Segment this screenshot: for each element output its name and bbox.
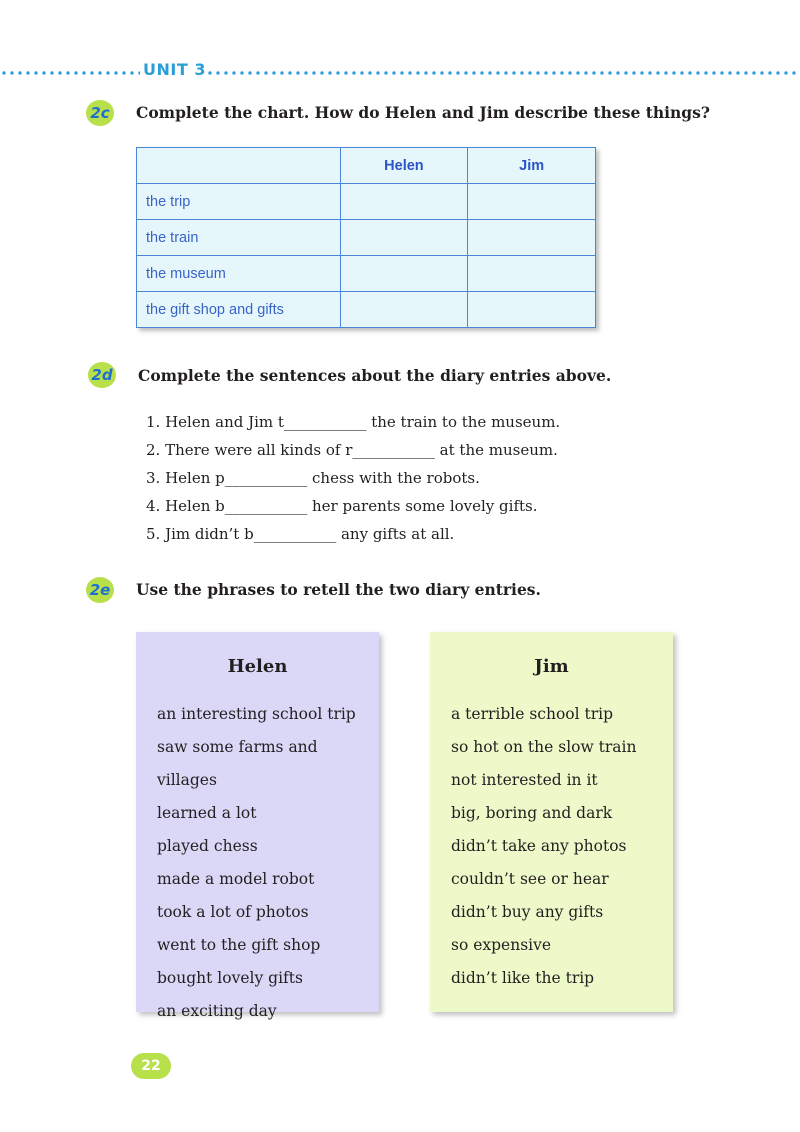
phrase-item: couldn’t see or hear	[451, 870, 609, 888]
chart-cell-helen[interactable]	[340, 184, 468, 220]
chart-row-label: the trip	[137, 184, 341, 220]
sentence-item: 2. There were all kinds of r___________ at the museum.	[146, 441, 558, 459]
helen-phrase-box	[136, 632, 379, 1020]
phrase-item: took a lot of photos	[157, 903, 309, 921]
phrase-item: went to the gift shop	[157, 936, 321, 954]
chart-cell-helen[interactable]	[340, 256, 468, 292]
chart-header-jim: Jim	[468, 148, 596, 184]
section-badge-2e: 2e	[86, 577, 114, 603]
phrase-item: didn’t like the trip	[451, 969, 595, 987]
chart-row-label: the train	[137, 220, 341, 256]
helen-box-title: Helen	[227, 656, 288, 677]
unit-label: UNIT 3	[143, 60, 206, 79]
phrase-item: so hot on the slow train	[451, 738, 637, 756]
phrase-item: saw some farms and villages	[157, 738, 318, 789]
phrase-item: not interested in it	[451, 771, 598, 789]
phrase-item: an exciting day	[157, 1002, 277, 1020]
instruction-2e: Use the phrases to retell the two diary entries.	[136, 580, 541, 599]
sentence-item: 5. Jim didn’t b___________ any gifts at all.	[146, 525, 455, 543]
jim-phrase-list	[451, 698, 637, 995]
sentence-list	[146, 408, 560, 548]
chart-row-label: the gift shop and gifts	[137, 292, 341, 328]
helen-phrase-list	[157, 698, 379, 1028]
chart-cell-helen[interactable]	[340, 292, 468, 328]
instruction-2c: Complete the chart. How do Helen and Jim describe these things?	[136, 103, 710, 122]
header-dotted-rule-right	[206, 71, 800, 75]
phrase-item: didn’t buy any gifts	[451, 903, 604, 921]
phrase-item: big, boring and dark	[451, 804, 613, 822]
phrase-item: an interesting school trip	[157, 705, 356, 723]
phrase-item: didn’t take any photos	[451, 837, 627, 855]
chart-cell-jim[interactable]	[468, 220, 596, 256]
chart-row	[137, 184, 596, 220]
chart-header-row	[137, 148, 596, 184]
chart-header-helen: Helen	[340, 148, 468, 184]
section-badge-2c: 2c	[86, 100, 114, 126]
chart-row	[137, 292, 596, 328]
chart-cell-helen[interactable]	[340, 220, 468, 256]
page-number: 22	[131, 1053, 171, 1079]
chart-row	[137, 220, 596, 256]
phrase-item: a terrible school trip	[451, 705, 614, 723]
chart-row-label: the museum	[137, 256, 341, 292]
phrase-item: made a model robot	[157, 870, 315, 888]
jim-box-title: Jim	[534, 656, 569, 677]
chart-row	[137, 256, 596, 292]
header-dotted-rule-left	[0, 71, 140, 75]
chart-header-empty	[137, 148, 341, 184]
sentence-item: 3. Helen p___________ chess with the robots.	[146, 469, 480, 487]
phrase-item: bought lovely gifts	[157, 969, 303, 987]
section-badge-2d: 2d	[88, 362, 116, 388]
phrase-item: played chess	[157, 837, 258, 855]
chart-cell-jim[interactable]	[468, 292, 596, 328]
phrase-item: so expensive	[451, 936, 552, 954]
phrase-item: learned a lot	[157, 804, 257, 822]
sentence-item: 4. Helen b___________ her parents some lovely gifts.	[146, 497, 538, 515]
chart-cell-jim[interactable]	[468, 256, 596, 292]
jim-phrase-box	[430, 632, 673, 1012]
sentence-item: 1. Helen and Jim t___________ the train to the museum.	[146, 413, 561, 431]
chart-cell-jim[interactable]	[468, 184, 596, 220]
instruction-2d: Complete the sentences about the diary entries above.	[138, 366, 612, 385]
description-chart	[136, 147, 596, 328]
